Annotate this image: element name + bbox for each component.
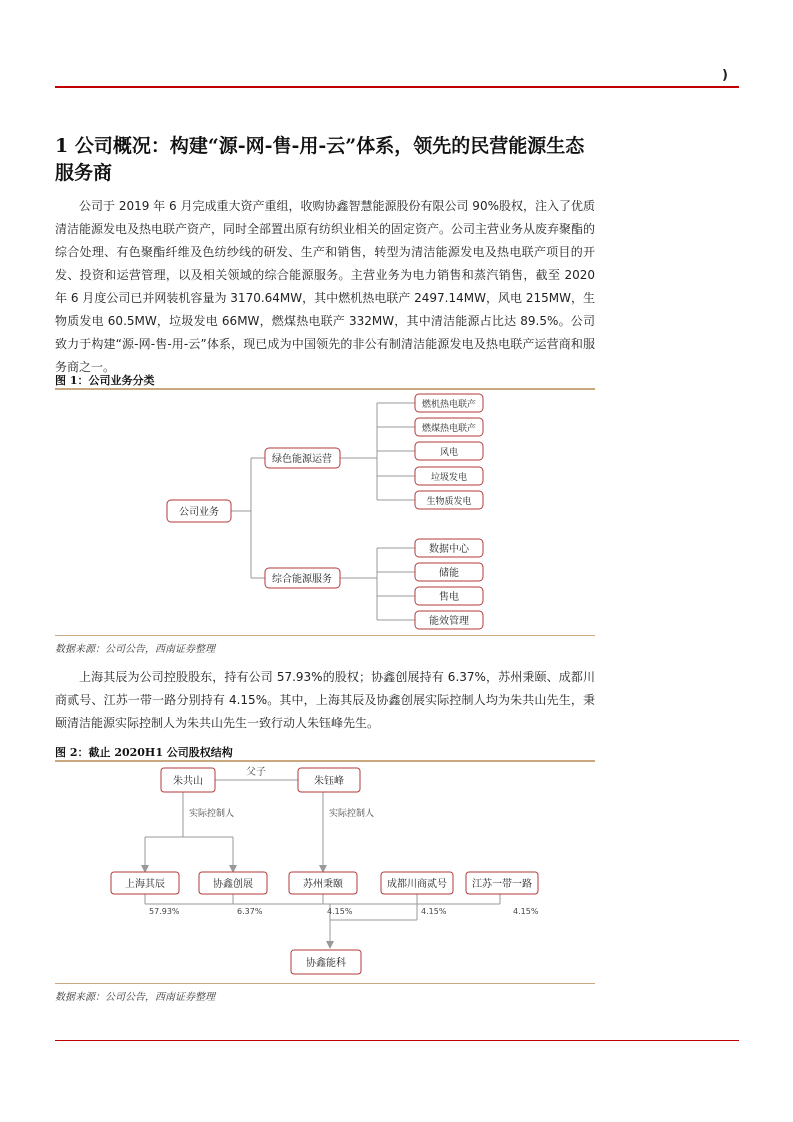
figure2-source: 数据来源：公司公告，西南证券整理 xyxy=(55,992,215,1003)
leaf-label: 垃圾发电 xyxy=(430,473,468,483)
leaf-node xyxy=(415,491,483,509)
company-label: 协鑫能科 xyxy=(306,958,346,969)
person-node-zhu-gongshan xyxy=(161,768,215,792)
leaf-node xyxy=(415,467,483,485)
holder-pct: 4.15% xyxy=(421,907,447,916)
holder-name: 江苏一带一路 xyxy=(472,879,532,890)
intro-paragraph xyxy=(55,195,595,379)
leaf-node xyxy=(415,563,483,581)
leaf-node xyxy=(415,442,483,460)
section-title: 1 公司概况：构建“源-网-售-用-云”体系，领先的民营能源生态服务商 xyxy=(55,135,585,184)
holder-name: 成都川商贰号 xyxy=(387,879,447,890)
shareholder-paragraph xyxy=(55,666,595,735)
leaf-label: 数据中心 xyxy=(429,544,469,555)
intro-text: 公司于 2019 年 6 月完成重大资产重组，收购协鑫智慧能源股份有限公司 90%股权，注入了优质清洁能源发电及热电联产资产，同时全部置出原有纺织业相关的固定资产。公司主营业务从废弃聚酯的综合处理、有色聚酯纤维及色纺纱线的研发、生产和销售，转型为清洁能源发电及热电联产项目的开发、投资和运营管理，以及相关领域的综合能源服务。主营业务为电力销售和蒸汽销售，截至 2020 年 6 月度公司已并网装机容量为 3170.64MW，其中燃机热电联产 2497.14MW，风电 215MW，生物质发电 60.5MW，垃圾发电 66MW，燃煤热电联产 332MW，其中清洁能源占比达 89.5%。公司致力于构建“源-网-售-用-云”体系，现已成为中国领先的非公有制清洁能源发电及热电联产运营商和服务商之一。 xyxy=(55,199,596,374)
branch-a-label: 绿色能源运营 xyxy=(272,454,332,465)
person-node-zhu-yufeng xyxy=(298,768,360,792)
leaf-node xyxy=(415,587,483,605)
leaf-label: 风电 xyxy=(439,448,459,458)
person1-label: 朱共山 xyxy=(173,776,203,787)
holder-pct: 57.93% xyxy=(149,907,180,916)
holder-name: 上海其辰 xyxy=(125,879,165,890)
branch-node-green-energy xyxy=(265,448,340,468)
branch-node-integrated-service xyxy=(265,568,340,588)
leaf-label: 储能 xyxy=(439,568,459,579)
root-label: 公司业务 xyxy=(179,507,219,518)
company-node xyxy=(291,950,361,974)
figure1-bottom-rule xyxy=(55,635,595,636)
leaf-label: 能效管理 xyxy=(429,616,469,627)
figure2-bottom-rule xyxy=(55,983,595,984)
shareholder-text: 上海其辰为公司控股股东，持有公司 57.93%的股权；协鑫创展持有 6.37%，苏州秉颐、成都川商贰号、江苏一带一路分别持有 4.15%。其中，上海其辰及协鑫创展实际控制人均为朱共山先生，秉颐清洁能源实际控制人为朱共山先生一致行动人朱钰峰先生。 xyxy=(55,670,595,730)
business-tree-diagram xyxy=(55,390,595,634)
figure1-source: 数据来源：公司公告，西南证券整理 xyxy=(55,644,215,655)
leaf-label: 燃机热电联产 xyxy=(421,400,477,410)
control-label-2: 实际控制人 xyxy=(329,809,375,819)
footer-rule xyxy=(55,1040,739,1041)
leaf-node xyxy=(415,611,483,629)
holder-name: 协鑫创展 xyxy=(213,879,253,890)
holder-node xyxy=(289,872,357,916)
control-label-1: 实际控制人 xyxy=(189,809,235,819)
holder-pct: 4.15% xyxy=(513,907,539,916)
figure1-title: 图 1：公司业务分类 xyxy=(55,374,155,387)
branch-b-label: 综合能源服务 xyxy=(272,574,332,585)
leaf-node xyxy=(415,418,483,436)
leaf-label: 燃煤热电联产 xyxy=(421,424,477,434)
holder-pct: 6.37% xyxy=(237,907,263,916)
leaf-label: 售电 xyxy=(439,592,459,603)
figure2-title: 图 2：截止 2020H1 公司股权结构 xyxy=(55,746,233,759)
root-node xyxy=(167,500,231,522)
person2-label: 朱钰峰 xyxy=(314,776,344,787)
leaf-node xyxy=(415,394,483,412)
holder-node xyxy=(466,872,539,916)
holder-node xyxy=(199,872,267,916)
holder-pct: 4.15% xyxy=(327,907,353,916)
ownership-connectors xyxy=(145,780,500,948)
holder-node xyxy=(111,872,180,916)
holder-name: 苏州秉颐 xyxy=(303,879,343,890)
leaf-node xyxy=(415,539,483,557)
leaf-label: 生物质发电 xyxy=(426,497,472,507)
header-rule xyxy=(55,86,739,88)
relation-label: 父子 xyxy=(246,767,266,778)
ownership-structure-diagram xyxy=(55,762,595,982)
header-mark: ) xyxy=(722,68,728,83)
